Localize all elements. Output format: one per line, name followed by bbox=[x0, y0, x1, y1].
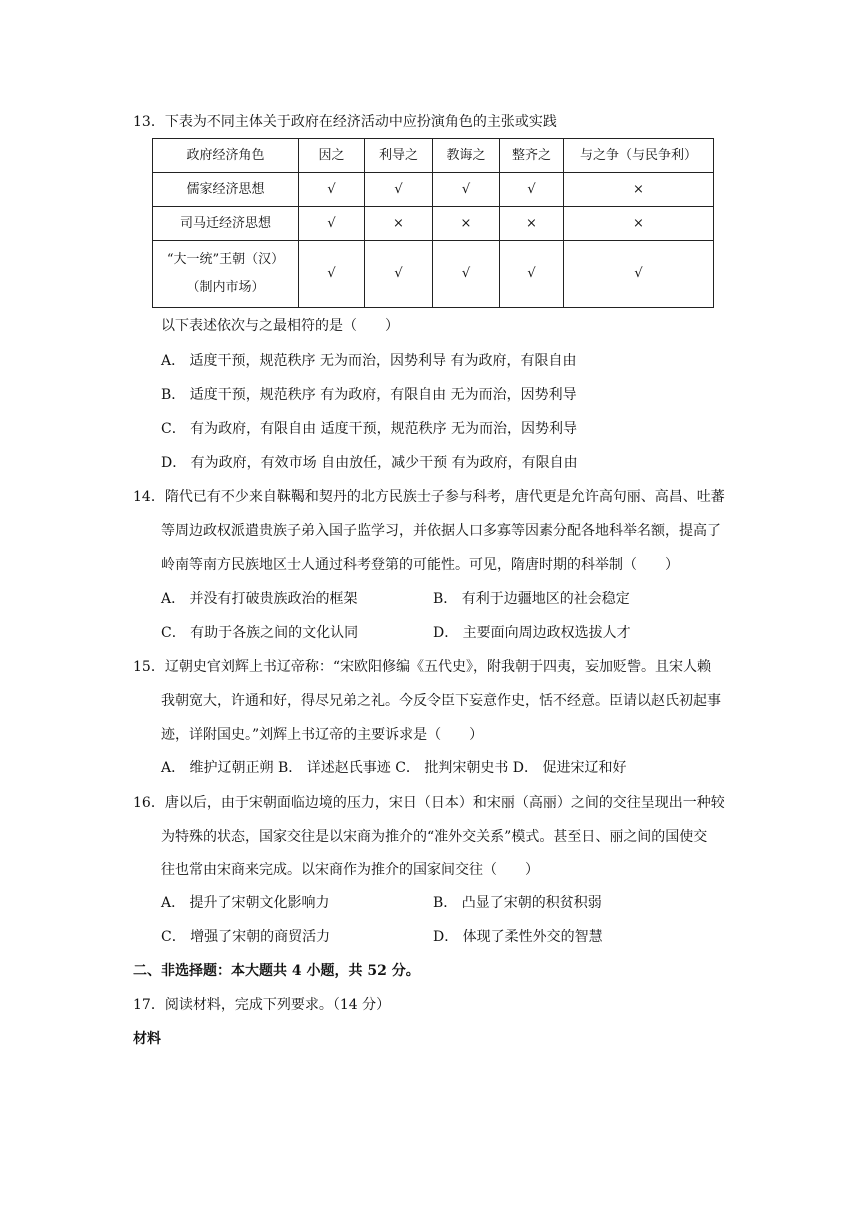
q13-option-b: B． 适度干预，规范秩序 有为政府，有限自由 无为而治，因势利导 bbox=[161, 387, 577, 403]
row-label: 儒家经济思想 bbox=[153, 173, 299, 207]
table-header-cell: 因之 bbox=[299, 139, 365, 173]
row-label: 司马迁经济思想 bbox=[153, 207, 299, 241]
q14-line: 14．隋代已有不少来自靺鞨和契丹的北方民族士子参与科考，唐代更是允许高句丽、高昌、吐蕃 bbox=[133, 489, 725, 505]
q14-option-c: C． 有助于各族之间的文化认同 bbox=[161, 625, 359, 641]
q16-option-c: C． 增强了宋朝的商贸活力 bbox=[161, 929, 331, 945]
q15-line: 迹，详附国史。”刘辉上书辽帝的主要诉求是（ ） bbox=[161, 727, 484, 743]
table-row bbox=[153, 241, 714, 308]
table-cell: √ bbox=[500, 173, 564, 207]
q13-stem: 13．下表为不同主体关于政府在经济活动中应扮演角色的主张或实践 bbox=[133, 114, 557, 130]
q17-stem: 17．阅读材料，完成下列要求。（14 分） bbox=[133, 997, 391, 1013]
q13-question: 以下表述依次与之最相符的是（ ） bbox=[161, 318, 399, 334]
q16-line: 往也常由宋商来完成。以宋商作为推介的国家间交往（ ） bbox=[161, 862, 539, 878]
table-cell: √ bbox=[433, 241, 500, 308]
q16-line: 为特殊的状态，国家交往是以宋商为推介的“准外交关系”模式。甚至日、丽之间的国使交 bbox=[161, 829, 708, 845]
q14-line: 等周边政权派遣贵族子弟入国子监学习，并依据人口多寡等因素分配各地科举名额，提高了 bbox=[161, 523, 721, 539]
row-label-line: “大一统”王朝（汉） bbox=[166, 252, 285, 267]
table-header-cell: 利导之 bbox=[365, 139, 433, 173]
q16-line: 16．唐以后，由于宋朝面临边境的压力，宋日（日本）和宋丽（高丽）之间的交往呈现出一种较 bbox=[133, 795, 725, 811]
q13-table bbox=[152, 138, 714, 308]
q14-option-a: A． 并没有打破贵族政治的框架 bbox=[161, 591, 358, 607]
table-cell: × bbox=[500, 207, 564, 241]
row-label-line: （制内市场） bbox=[186, 280, 265, 295]
q15-line: 我朝宽大，许通和好，得尽兄弟之礼。今反令臣下妄意作史，恬不经意。臣请以赵氏初起事 bbox=[161, 693, 721, 709]
table-cell: √ bbox=[365, 173, 433, 207]
q16-option-b: B． 凸显了宋朝的积贫积弱 bbox=[433, 895, 602, 911]
q15-options: A． 维护辽朝正朔 B． 详述赵氏事迹 C． 批判宋朝史书 D． 促进宋辽和好 bbox=[161, 760, 627, 776]
section-heading: 二、非选择题：本大题共 4 小题，共 52 分。 bbox=[133, 963, 420, 979]
q13-option-d: D． 有为政府，有效市场 自由放任，减少干预 有为政府，有限自由 bbox=[161, 455, 578, 471]
table-header-cell: 整齐之 bbox=[500, 139, 564, 173]
table-row bbox=[153, 207, 714, 241]
table-header-cell: 政府经济角色 bbox=[153, 139, 299, 173]
table-cell: √ bbox=[433, 173, 500, 207]
q14-option-d: D． 主要面向周边政权选拔人才 bbox=[433, 625, 631, 641]
table-cell: × bbox=[433, 207, 500, 241]
table-cell: √ bbox=[299, 173, 365, 207]
table-header-cell: 教诲之 bbox=[433, 139, 500, 173]
table-cell: × bbox=[564, 173, 714, 207]
q14-option-b: B． 有利于边疆地区的社会稳定 bbox=[433, 591, 630, 607]
table-row bbox=[153, 173, 714, 207]
table-cell: × bbox=[365, 207, 433, 241]
q16-option-d: D． 体现了柔性外交的智慧 bbox=[433, 929, 603, 945]
q14-line: 岭南等南方民族地区士人通过科考登第的可能性。可见，隋唐时期的科举制（ ） bbox=[161, 557, 679, 573]
q16-option-a: A． 提升了宋朝文化影响力 bbox=[161, 895, 330, 911]
table-header-row bbox=[153, 139, 714, 173]
table-cell: √ bbox=[299, 207, 365, 241]
q13-option-c: C． 有为政府，有限自由 适度干预，规范秩序 无为而治，因势利导 bbox=[161, 421, 578, 437]
table-cell: √ bbox=[365, 241, 433, 308]
table-cell: √ bbox=[564, 241, 714, 308]
table-cell: √ bbox=[299, 241, 365, 308]
material-label: 材料 bbox=[133, 1031, 161, 1047]
table-cell: √ bbox=[500, 241, 564, 308]
q13-option-a: A． 适度干预，规范秩序 无为而治，因势利导 有为政府，有限自由 bbox=[161, 353, 577, 369]
row-label bbox=[153, 241, 299, 308]
q15-line: 15．辽朝史官刘辉上书辽帝称：“宋欧阳修编《五代史》，附我朝于四夷，妄加贬訾。且宋人赖 bbox=[133, 659, 711, 675]
table-cell: × bbox=[564, 207, 714, 241]
table-header-cell: 与之争（与民争利） bbox=[564, 139, 714, 173]
